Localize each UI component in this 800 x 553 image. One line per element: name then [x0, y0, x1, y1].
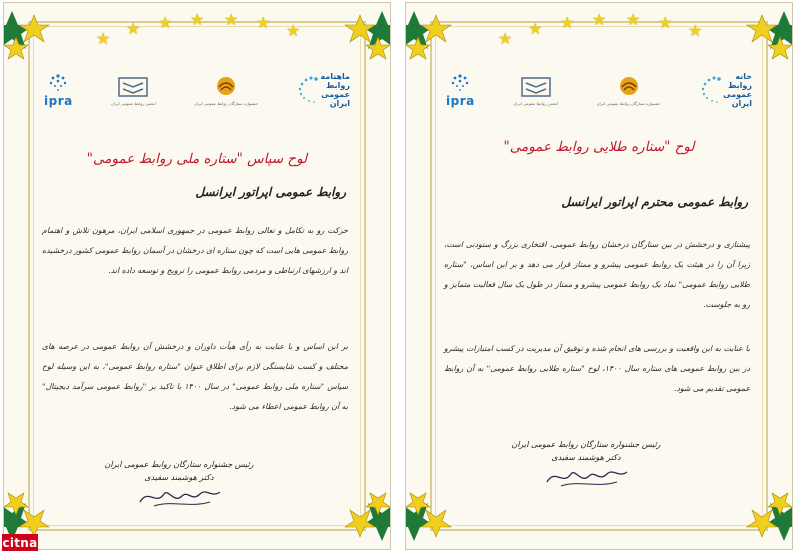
festival-logo — [597, 75, 661, 106]
festival-caption: جشنواره ستارگان روابط عمومی ایران — [596, 100, 661, 106]
signature-block — [104, 458, 254, 510]
corner-ornament-icon — [722, 3, 792, 73]
handwritten-signature-icon — [134, 484, 224, 510]
ipra-dots-icon — [447, 73, 473, 93]
swirl-dots-icon — [699, 75, 723, 105]
festival-caption: جشنواره ستارگان روابط عمومی ایران — [194, 100, 259, 106]
signer-name: دکتر هوشمند سفیدی — [551, 453, 621, 462]
star-arc — [64, 9, 330, 55]
association-caption: انجمن روابط عمومی ایران — [513, 100, 558, 106]
pr-house-word: روابط — [728, 81, 752, 90]
recipient-name: روابط عمومی اپراتور ایرانسل — [195, 185, 346, 199]
pr-house-logo — [699, 72, 752, 108]
festival-emblem-icon — [614, 75, 644, 99]
star-icon: ★ — [158, 13, 173, 32]
certificate-paragraph: با عنایت به این واقعیت و بررسی های انجام شده و توفیق آن مدیریت در کسب امتیازات پیشرو در بین روابط عمومی های ستاره سال ۱۴۰۰، لوح "ستاره طلایی روابط عمومی" به آن روابط عمومی تقدیم می شود. — [444, 344, 750, 393]
signer-title: رئیس جشنواره ستارگان روابط عمومی ایران — [104, 460, 254, 469]
star-icon: ★ — [96, 29, 111, 48]
certificate-title: لوح "ستاره طلایی روابط عمومی" — [503, 139, 695, 155]
ipra-logo — [446, 73, 475, 108]
pr-monthly-word: ماهنامه — [320, 72, 350, 81]
star-icon: ★ — [190, 10, 205, 29]
corner-ornament-icon — [406, 479, 476, 549]
logo-row — [446, 65, 752, 115]
certificate-left — [3, 2, 391, 550]
certificate-paragraph: بر این اساس و با عنایت به رأی هیأت داوران و درخشش آن روابط عمومی در عرصه های مختلف و کسب شایستگی لازم برای اطلاق عنوان "ستاره روابط عمومی"، به این وسیله لوح سپاس "ستاره ملی روابط عمومی" در سال ۱۴۰۰ با تاکید بر "روابط عمومی سرآمد دیجیتال" به آن روابط عمومی اعطاء می شود. — [42, 342, 348, 411]
star-icon: ★ — [126, 19, 141, 38]
ipra-dots-icon — [45, 73, 71, 93]
certificate-paragraph: حرکت رو به تکامل و تعالی روابط عمومی در جمهوری اسلامی ایران، مرهون تلاش و اهتمام روابط عمومی هایی است که چون ستاره ای درخشان در آسمان روابط عمومی کشور درخشیده اند و ارزشهای ارتباطی و مردمی روابط عمومی را ترویج و توسعه داده اند. — [42, 226, 348, 275]
star-icon: ★ — [498, 29, 513, 48]
certificate-title: لوح سپاس "ستاره ملی روابط عمومی" — [86, 151, 308, 167]
festival-logo — [194, 75, 258, 106]
festival-emblem-icon — [211, 75, 241, 99]
star-icon: ★ — [256, 13, 271, 32]
citna-watermark: citna — [2, 535, 38, 550]
star-icon: ★ — [592, 10, 607, 29]
logo-row — [44, 65, 350, 115]
pr-monthly-word: ایران — [329, 99, 350, 108]
ipra-wordmark: ipra — [44, 93, 73, 108]
corner-ornament-icon — [320, 479, 390, 549]
open-book-icon — [519, 75, 553, 99]
corner-ornament-icon — [320, 3, 390, 73]
pr-monthly-word: عمومی — [321, 90, 350, 99]
pr-house-word: عمومی — [723, 90, 752, 99]
handwritten-signature-icon — [541, 464, 631, 490]
swirl-dots-icon — [296, 75, 320, 105]
signer-name: دکتر هوشمند سفیدی — [144, 473, 214, 482]
star-icon: ★ — [528, 19, 543, 38]
open-book-icon — [116, 75, 150, 99]
pr-monthly-word: روابط — [326, 81, 350, 90]
association-logo — [111, 75, 156, 106]
star-icon: ★ — [286, 21, 301, 40]
signer-title: رئیس جشنواره ستارگان روابط عمومی ایران — [511, 440, 661, 449]
association-caption: انجمن روابط عمومی ایران — [111, 100, 156, 106]
pr-house-word: ایران — [731, 99, 752, 108]
star-icon: ★ — [626, 10, 641, 29]
star-icon: ★ — [688, 21, 703, 40]
star-arc — [466, 9, 732, 55]
ipra-logo — [44, 73, 73, 108]
certificate-right — [405, 2, 793, 550]
corner-ornament-icon — [722, 479, 792, 549]
pr-house-word: خانه — [735, 72, 752, 81]
certificate-paragraph: پیشتازی و درخشش در بین ستارگان درخشان روابط عمومی، افتخاری بزرگ و ستودنی است، زیرا آن را در هیئت یک روابط عمومی پیشرو و ممتاز قرار می دهد و بر این اساس، "ستاره طلایی روابط عمومی" نماد یک روابط عمومی پیشرو و ممتاز در طول یک سال فعالیت متمایز و رو به جلوست. — [444, 240, 750, 309]
star-icon: ★ — [560, 13, 575, 32]
recipient-name: روابط عمومی محترم اپراتور ایرانسل — [561, 195, 748, 209]
pr-monthly-logo — [296, 72, 350, 108]
star-icon: ★ — [658, 13, 673, 32]
association-logo — [513, 75, 558, 106]
ipra-wordmark: ipra — [446, 93, 475, 108]
signature-block — [506, 438, 666, 490]
star-icon: ★ — [224, 10, 239, 29]
